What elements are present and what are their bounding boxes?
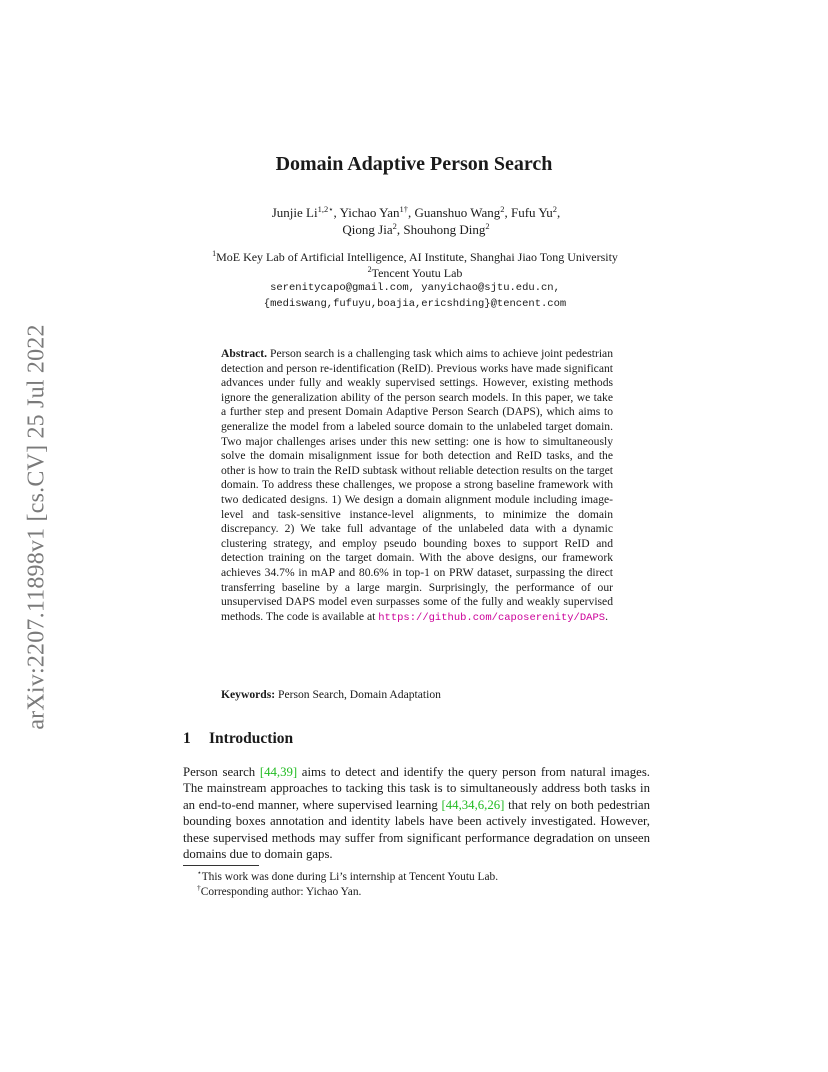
affiliation-1: $^1$MoE Key Lab of Artificial Intelligence, AI Institute, Shanghai Jiao Tong University xyxy=(212,249,618,264)
intro-paragraph: Person search [44,39] aims to detect and identify the query person from natural images. The mainstream approaches to tacking this task is to simultaneously address both tasks in an end-to-end manner, where supervised learning [44,34,6,26] that rely on both pedestrian bounding boxes annotation and identity labels have been actively investigated. However, these supervised methods may suffer from significant performance degradation on unseen domains due to domain gaps. xyxy=(183,765,651,862)
keywords xyxy=(221,688,613,703)
citation-link[interactable]: [44,34,6,26] xyxy=(441,797,505,812)
affiliation-2: $^2$Tencent Youtu Lab xyxy=(367,264,463,280)
author-name: Fufu Yu xyxy=(511,205,553,220)
author-name: Yichao Yan xyxy=(339,205,400,220)
abstract-label: Abstract. xyxy=(221,347,268,360)
author-line-1: Junjie $Li^{1,2⋆}$, Yichao Yan$^{1\dagger}$, Guanshuo Wang$^2$, Fufu Yu$^2$, xyxy=(271,204,561,220)
email-line-1: serenitycapo@gmail.com, yanyichao@sjtu.edu.cn, xyxy=(270,282,560,294)
abstract: Abstract. Person search is a challenging task which aims to achieve joint pedestrian detection and person re-identification (ReID). Previous works have made significant advances under fully and weakly supervised settings. However, existing methods ignore the generalization ability of the person search models. In this paper, we take a further step and present Domain Adaptive Person Search (DAPS), which aims to generalize the model from a labeled source domain to the unlabeled target domain. Two major challenges arises under this new setting: one is how to simultaneously solve the domain misalignment issue for both detection and ReID tasks, and the other is how to train the ReID subtask without reliable detection results on the target domain. To address these challenges, we propose a strong baseline framework with two dedicated designs. 1) We design a domain alignment module including image-level and task-sensitive instance-level alignments, to minimize the domain discrepancy. 2) We take full advantage of the unlabeled data with a dynamic clustering strategy, and employ pseudo bounding boxes to support ReID and detection training on the target domain. With the above designs, our framework achieves 34.7% in mAP and 80.6% in top-1 on PRW dataset, surpassing the direct transferring baseline by a large margin. Surprisingly, the performance of our unsupervised DAPS model even surpasses some of the fully and weakly supervised methods. The code is available at https://github.com/caposerenity/DAPS. xyxy=(221,347,613,624)
author-list xyxy=(183,204,649,238)
code-link[interactable]: https://github.com/caposerenity/DAPS xyxy=(378,611,606,624)
arxiv-sidebar-stamp xyxy=(22,292,52,762)
keywords-text: Person Search, Domain Adaptation xyxy=(275,688,441,701)
footnote-1: ⋆This work was done during Li’s internship at Tencent Youtu Lab. xyxy=(197,868,499,883)
author-affiliation-mark: 2 xyxy=(485,221,490,231)
citation-link[interactable]: [44,39] xyxy=(259,765,298,779)
author-name: Junjie Li xyxy=(271,205,318,220)
author-name: Guanshuo Wang xyxy=(414,205,501,220)
section-heading xyxy=(183,730,293,748)
affiliations xyxy=(165,250,665,312)
author-affiliation-mark: 1,2⋆ xyxy=(317,204,334,214)
author-affiliation-mark: 2 xyxy=(552,204,558,214)
author-affiliation-mark: 2 xyxy=(500,204,505,214)
arxiv-identifier: arXiv:2207.11898v1 [cs.CV] 25 Jul 2022 xyxy=(23,324,50,730)
author-affiliation-mark: 2 xyxy=(392,221,397,231)
footnote-2: †Corresponding author: Yichao Yan. xyxy=(197,883,362,898)
section-number: 1 xyxy=(183,730,191,747)
paper-title: Domain Adaptive Person Search xyxy=(275,153,553,175)
email-line-2: {mediswang,fufuyu,boajia,ericshding}@tencent.com xyxy=(263,297,567,310)
author-name: Shouhong Ding xyxy=(403,222,486,237)
footnotes xyxy=(197,870,498,900)
author-name: Qiong Jia xyxy=(342,222,393,237)
abstract-text: Person search is a challenging task which aims to achieve joint pedestrian detection and person re-identification (ReID). Previous works have made significant advances under fully and weakly supervised settings. However, existing methods ignore the generalization ability of the person search models. In this paper, we take a further step and present Domain Adaptive Person Search (DAPS), which aims to generalize the model from a labeled source domain to the unlabeled target domain. Two major challenges arises under this new setting: one is how to simultaneously solve the domain misalignment issue for both detection and ReID tasks, and the other is how to train the ReID subtask without reliable detection results on the target domain. To address these challenges, we propose a strong baseline framework with two dedicated designs. 1) We design a domain alignment module including image-level and task-sensitive instance-level alignments, to minimize the domain discrepancy. 2) We take full advantage of the unlabeled data with a dynamic clustering strategy, and employ pseudo bounding boxes to support ReID and detection training on the target domain. With the above designs, our framework achieves 34.7% in mAP and 80.6% in top-1 on PRW dataset, surpassing the direct transferring baseline by a large margin. Surprisingly, the performance of our unsupervised DAPS model even surpasses some of the fully and weakly supervised methods. The code is available at xyxy=(221,347,613,623)
author-line-2: Qiong Jia$^2$, Shouhong Ding$^2$ xyxy=(342,221,490,237)
section-title: Introduction xyxy=(209,730,294,747)
author-affiliation-mark: 1† xyxy=(399,204,409,214)
footnote-divider xyxy=(183,865,259,866)
keywords-label: Keywords: xyxy=(221,688,276,701)
